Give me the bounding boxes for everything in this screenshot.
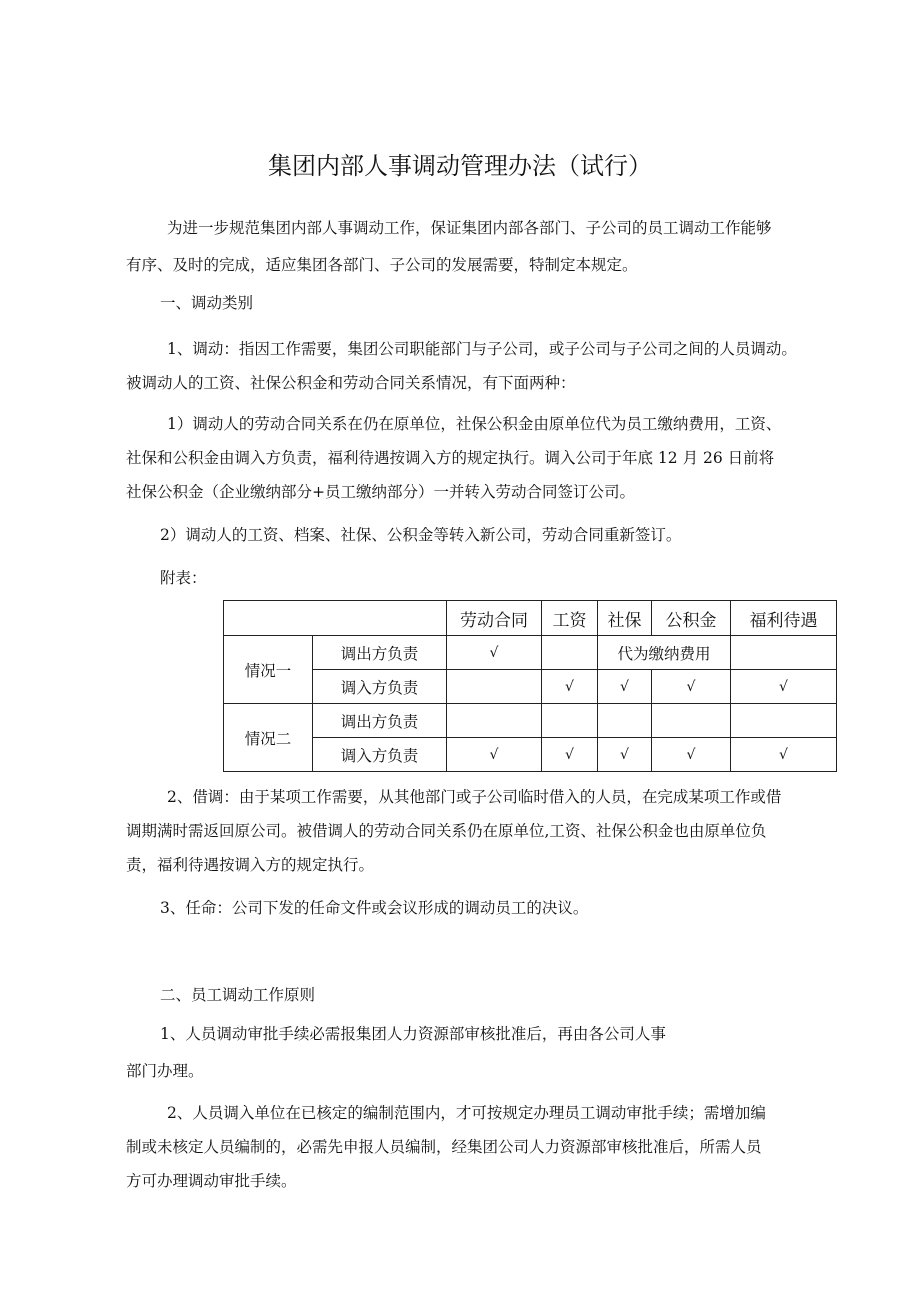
principle-2-line-1: 2、人员调入单位在已核定的编制范围内，才可按规定办理员工调动审批手续；需增加编 <box>167 1104 766 1122</box>
table-row <box>224 738 837 772</box>
header-social-security: 社保 <box>598 601 652 636</box>
header-labor-contract: 劳动合同 <box>447 601 542 636</box>
principle-2-line-2: 制或未核定人员编制的，必需先申报人员编制，经集团公司人力资源部审核批准后，所需人员 <box>126 1138 762 1156</box>
section-2-heading: 二、员工调动工作原则 <box>160 986 316 1004</box>
empty-cell <box>447 670 542 704</box>
case-1-label: 情况一 <box>224 636 313 704</box>
table-row <box>224 704 837 738</box>
principle-1-line-1: 1、人员调动审批手续必需报集团人力资源部审核批准后，再由各公司人事 <box>160 1025 666 1043</box>
check-mark: √ <box>731 670 837 704</box>
table-row <box>224 636 837 670</box>
check-mark: √ <box>598 670 652 704</box>
header-benefits: 福利待遇 <box>731 601 837 636</box>
transfer-in-label: 调入方负责 <box>313 738 447 772</box>
empty-cell <box>731 704 837 738</box>
check-mark: √ <box>447 738 542 772</box>
case-1-line-2: 社保和公积金由调入方负责，福利待遇按调入方的规定执行。调入公司于年底 12 月 26 日前将 <box>126 449 775 467</box>
appendix-label: 附表： <box>160 569 207 587</box>
check-mark: √ <box>447 636 542 670</box>
proxy-pay-cell: 代为缴纳费用 <box>598 636 731 670</box>
header-salary: 工资 <box>542 601 598 636</box>
case-1-line-3: 社保公积金（企业缴纳部分+员工缴纳部分）一并转入劳动合同签订公司。 <box>126 483 635 501</box>
check-mark: √ <box>542 738 598 772</box>
case-2-label: 情况二 <box>224 704 313 772</box>
intro-line-2: 有序、及时的完成，适应集团各部门、子公司的发展需要，特制定本规定。 <box>126 256 638 274</box>
header-housing-fund: 公积金 <box>652 601 731 636</box>
principle-1-line-2: 部门办理。 <box>126 1062 204 1080</box>
item-2-line-1: 2、借调：由于某项工作需要，从其他部门或子公司临时借入的人员，在完成某项工作或借 <box>167 788 782 806</box>
item-1-line-2: 被调动人的工资、社保公积金和劳动合同关系情况，有下面两种： <box>126 374 576 392</box>
table-header-row <box>224 601 837 636</box>
transfer-out-label: 调出方负责 <box>313 704 447 738</box>
empty-cell <box>542 636 598 670</box>
item-2-line-2: 调期满时需返回原公司。被借调人的劳动合同关系仍在原单位,工资、社保公积金也由原单位负 <box>126 822 767 840</box>
check-mark: √ <box>542 670 598 704</box>
empty-cell <box>542 704 598 738</box>
empty-cell <box>731 636 837 670</box>
check-mark: √ <box>652 670 731 704</box>
case-2-line: 2）调动人的工资、档案、社保、公积金等转入新公司，劳动合同重新签订。 <box>160 526 682 544</box>
appendix-table <box>223 600 837 772</box>
empty-cell <box>447 704 542 738</box>
case-1-line-1: 1）调动人的劳动合同关系在仍在原单位，社保公积金由原单位代为员工缴纳费用，工资、 <box>167 415 782 433</box>
empty-cell <box>598 704 652 738</box>
item-3-line: 3、任命：公司下发的任命文件或会议形成的调动员工的决议。 <box>160 899 589 917</box>
table-row <box>224 670 837 704</box>
document-title: 集团内部人事调动管理办法（试行） <box>268 152 652 180</box>
empty-cell <box>652 704 731 738</box>
item-2-line-3: 责，福利待遇按调入方的规定执行。 <box>126 856 375 874</box>
section-1-heading: 一、调动类别 <box>160 294 254 312</box>
transfer-out-label: 调出方负责 <box>313 636 447 670</box>
item-1-line-1: 1、调动：指因工作需要，集团公司职能部门与子公司，或子公司与子公司之间的人员调动。 <box>167 340 797 358</box>
intro-line-1: 为进一步规范集团内部人事调动工作，保证集团内部各部门、子公司的员工调动工作能够 <box>167 219 772 237</box>
table-corner-cell <box>224 601 447 636</box>
check-mark: √ <box>652 738 731 772</box>
principle-2-line-3: 方可办理调动审批手续。 <box>126 1172 297 1190</box>
check-mark: √ <box>598 738 652 772</box>
check-mark: √ <box>731 738 837 772</box>
transfer-in-label: 调入方负责 <box>313 670 447 704</box>
